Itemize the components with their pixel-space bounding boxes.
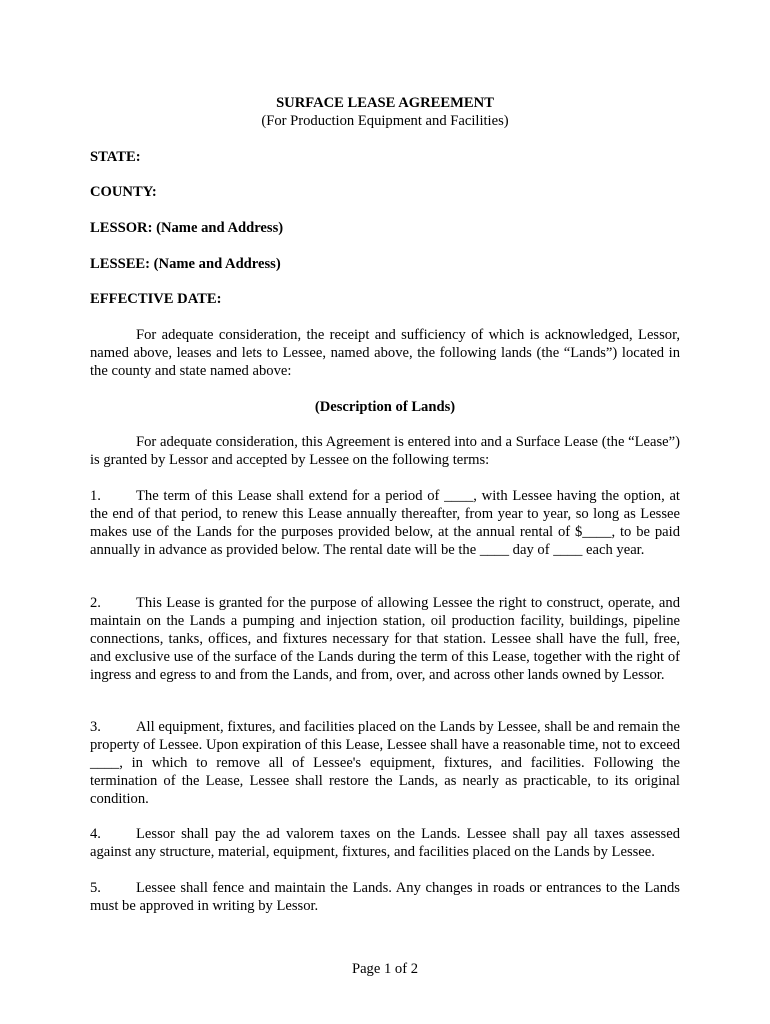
document-title: SURFACE LEASE AGREEMENT	[276, 95, 494, 111]
county-field: COUNTY:	[90, 184, 157, 200]
term-3	[90, 718, 680, 808]
description-heading: (Description of Lands)	[314, 399, 456, 415]
term-number: 5.	[90, 880, 101, 896]
agreement-paragraph: For adequate consideration, this Agreement is entered into and a Surface Lease (the “Lease”) is granted by Lessor and accepted by Lessee on the following terms:	[90, 434, 680, 468]
term-text: All equipment, fixtures, and facilities placed on the Lands by Lessee, shall be and remain the property of Lessee. Upon expiration of this Lease, Lessee shall have a reasonable time, not to exceed ____, in which to remove all of Lessee's equipment, fixtures, and facilities. Following the termination of the Lease, Lessee shall restore the Lands, as nearly as practicable, to its original condition.	[90, 719, 680, 807]
lessee-field: LESSEE: (Name and Address)	[90, 256, 281, 272]
term-text: The term of this Lease shall extend for a period of ____, with Lessee having the option, at the end of that period, to renew this Lease annually thereafter, from year to year, so long as Lessee makes use of the Lands for the purposes provided below, at the annual rental of $____, to be paid annually in advance as provided below. The rental date will be the ____ day of ____ each year.	[90, 488, 680, 558]
term-number: 1.	[90, 488, 101, 504]
term-5	[90, 879, 680, 915]
term-2	[90, 594, 680, 684]
term-4	[90, 825, 680, 861]
effective-date-field: EFFECTIVE DATE:	[90, 291, 222, 307]
term-text: Lessee shall fence and maintain the Lands. Any changes in roads or entrances to the Lands must be approved in writing by Lessor.	[90, 880, 680, 914]
document-subtitle: (For Production Equipment and Facilities)	[261, 113, 509, 129]
term-text: Lessor shall pay the ad valorem taxes on the Lands. Lessee shall pay all taxes assessed against any structure, material, equipment, fixtures, and facilities placed on the Lands by Lessee.	[90, 826, 680, 860]
intro-paragraph: For adequate consideration, the receipt and sufficiency of which is acknowledged, Lessor, named above, leases and lets to Lessee, named above, the following lands (the “Lands”) located in the county and state named above:	[90, 327, 680, 379]
state-field: STATE:	[90, 149, 141, 165]
page-footer: Page 1 of 2	[351, 961, 419, 977]
term-1	[90, 487, 680, 559]
term-number: 4.	[90, 826, 101, 842]
term-number: 3.	[90, 719, 101, 735]
term-number: 2.	[90, 595, 101, 611]
lessor-field: LESSOR: (Name and Address)	[90, 220, 284, 236]
term-text: This Lease is granted for the purpose of allowing Lessee the right to construct, operate, and maintain on the Lands a pumping and injection station, oil production facility, buildings, pipeline connections, tanks, offices, and fixtures necessary for that station. Lessee shall have the full, free, and exclusive use of the surface of the Lands during the term of this Lease, together with the right of ingress and egress to and from the Lands, and from, over, and across other lands owned by Lessor.	[90, 595, 680, 683]
